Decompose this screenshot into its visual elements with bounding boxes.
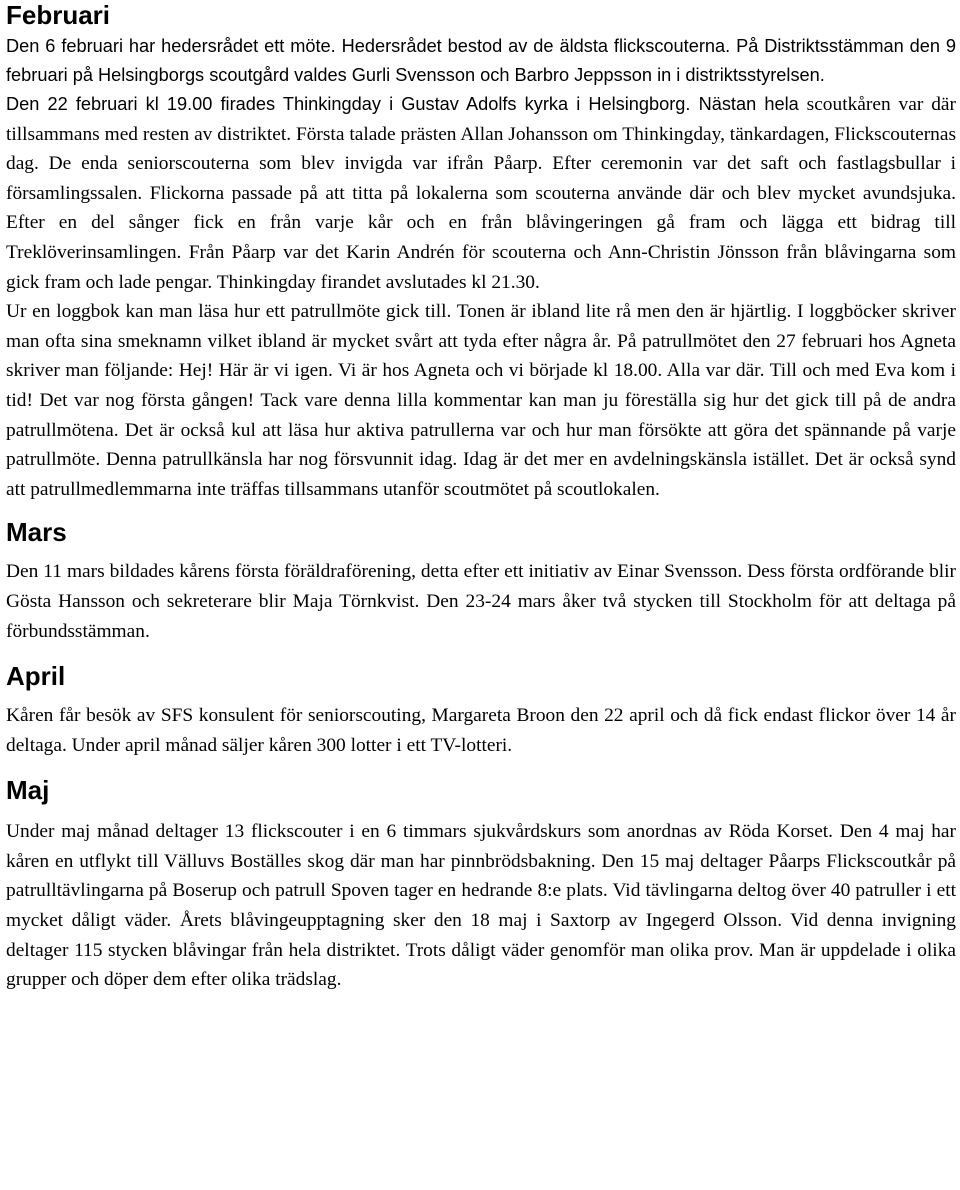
document-page [6,0,956,995]
paragraph-maj-1: Under maj månad deltager 13 flickscouter i en 6 timmars sjukvårdskurs som anordnas av Röda Korset. Den 4 maj har kåren en utflykt till Välluvs Boställes skog där man har pinnbrödsbakning. Den 15 maj deltager Påarps Flickscoutkår på patrulltävlingarna på Boserup och patrull Spoven tager en hedrande 8:e plats. Vid tävlingarna deltog över 40 patruller i ett mycket dåligt väder. Årets blåvingeupptagning sker den 18 maj i Saxtorp av Ingegerd Olsson. Vid denna invigning deltager 115 stycken blåvingar från hela distriktet. Trots dåligt väder genomför man olika prov. Man är uppdelade i olika grupper och döper dem efter olika trädslag. [6,821,956,991]
paragraph-februari-2-serif-run: scoutkåren var där tillsammans med resten av distriktet. Första talade prästen Allan Johansson om Thinkingday, tänkardagen, Flickscouternas dag. De enda seniorscouterna som blev invigda var ifrån Påarp. Efter ceremonin var det saft och fastlagsbullar i församlingssalen. Flickorna passade på att titta på lokalerna som scouterna använde där och blev mycket avundsjuka. Efter en del sånger fick en från varje kår och en från blåvingeringen gå fram och lägga ett bidrag till Treklöverinsamlingen. Från Påarp var det Karin Andrén för scouterna och Ann-Christin Jönsson från blåvingarna som gick fram och lade pengar. Thinkingday firandet avslutades kl 21.30. [6,94,956,293]
heading-april: April [6,661,66,692]
paragraph-februari-3: Ur en loggbok kan man läsa hur ett patrullmöte gick till. Tonen är ibland lite rå men den är hjärtlig. I loggböcker skriver man ofta sina smeknamn vilket ibland är mycket svårt att tyda efter några år. På patrullmötet den 27 februari hos Agneta skriver man följande: Hej! Här är vi igen. Vi är hos Agneta och vi började kl 18.00. Alla var där. Till och med Eva kom i tid! Det var nog första gången! Tack vare denna lilla kommentar kan man ju föreställa sig hur det gick till på de andra patrullmötena. Det är också kul att läsa hur aktiva patrullerna var och hur man försökte att göra det spännande på varje patrullmöte. Denna patrullkänsla har nog försvunnit idag. Idag är det mer en avdelningskänsla istället. Det är också synd att patrullmedlemmarna inte träffas tillsammans utanför scoutmötet på scoutlokalen. [6,301,956,500]
paragraph-april-1: Kåren får besök av SFS konsulent för seniorscouting, Margareta Broon den 22 april och då fick endast flickor över 14 år deltaga. Under april månad säljer kåren 300 lotter i ett TV-lotteri. [6,705,956,756]
heading-mars: Mars [6,517,67,548]
paragraph-februari-1: Den 6 februari har hedersrådet ett möte. Hedersrådet bestod av de äldsta flickscouterna. På Distriktsstämman den 9 februari på Helsingborgs scoutgård valdes Gurli Svensson och Barbro Jeppsson in i distriktsstyrelsen. [6,36,956,85]
paragraph-mars-1: Den 11 mars bildades kårens första föräldraförening, detta efter ett initiativ av Einar Svensson. Dess första ordförande blir Gösta Hansson och sekreterare blir Maja Törnkvist. Den 23-24 mars åker två stycken till Stockholm för att deltaga på förbundsstämman. [6,561,956,642]
heading-maj: Maj [6,775,50,806]
paragraph-februari-2 [6,90,956,297]
paragraph-februari-2-sans-run: Den 22 februari kl 19.00 firades Thinkingday i Gustav Adolfs kyrka i Helsingborg. Nästan hela [6,94,799,114]
heading-februari: Februari [6,0,111,30]
